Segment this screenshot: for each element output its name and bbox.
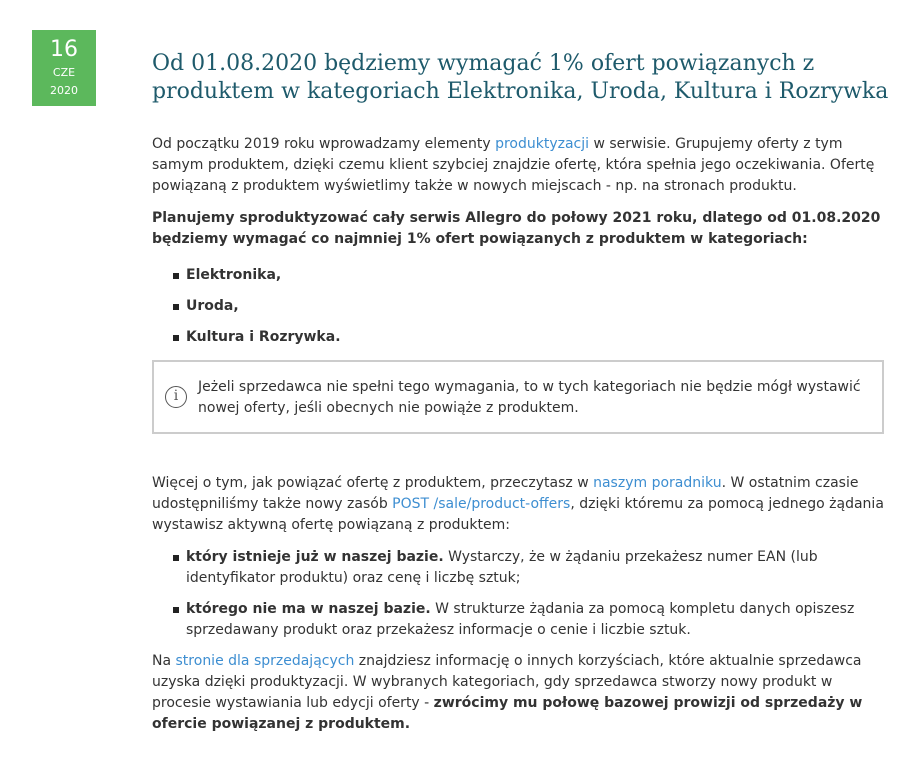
list-item <box>152 547 892 589</box>
more-text-middle: . W ostatnim czasie udostępniliśmy także nowy zasób <box>152 475 859 512</box>
list-item: Uroda, <box>152 296 892 317</box>
intro-text-rest: w serwisie. Grupujemy oferty z tym samym produktem, dzięki czemu klient szybciej znajdzie ofertę, która spełnia jego oczekiwania. Ofertę powiązaną z produktem wyświetlimy także w nowych miejscach - np. na stronach produktu. <box>152 136 875 194</box>
article-body <box>152 134 892 735</box>
more-text-end: , dzięki któremu za pomocą jednego żądania wystawisz aktywną ofertę powiązaną z produktem: <box>152 496 884 533</box>
list-item <box>152 599 892 641</box>
sellers-page-link[interactable]: stronie dla sprzedających <box>175 653 355 669</box>
final-text-middle: znajdziesz informację o innych korzyściach, które aktualnie sprzedawca uzyska dzięki produktyzacji. W wybranych kategoriach, gdy sprzedawca stworzy nowy produkt w procesie wystawiania lub edycji oferty - <box>152 653 862 711</box>
more-text: Więcej o tym, jak powiązać ofertę z produktem, przeczytasz w <box>152 475 594 491</box>
feature-list <box>152 547 892 641</box>
feature-text: Wystarczy, że w żądaniu przekażesz numer EAN (lub identyfikator produktu) oraz cenę i liczbę sztuk; <box>186 549 818 586</box>
category-list <box>152 265 892 348</box>
feature-bold: który istnieje już w naszej bazie. <box>186 549 444 565</box>
final-text: Na <box>152 653 176 669</box>
date-month: CZE <box>52 66 76 79</box>
notice-text: Jeżeli sprzedawca nie spełni tego wymagania, to w tych kategoriach nie będzie mógł wystawić nowej oferty, jeśli obecnych nie powiąże z produktem. <box>198 379 861 416</box>
plan-paragraph: Planujemy sproduktyzować cały serwis Allegro do połowy 2021 roku, dlatego od 01.08.2020 będziemy wymagać co najmniej 1% ofert powiązanych z produktem w kategoriach: <box>152 210 881 247</box>
list-item: Kultura i Rozrywka. <box>152 327 892 348</box>
feature-bold: którego nie ma w naszej bazie. <box>186 601 431 617</box>
intro-paragraph <box>152 134 892 197</box>
feature-text: W strukturze żądania za pomocą kompletu danych opiszesz sprzedawany produkt oraz przekażesz informacje o cenie i liczbie sztuk. <box>186 601 855 638</box>
date-year: 2020 <box>50 84 78 97</box>
more-info-paragraph <box>152 473 892 536</box>
list-item: Elektronika, <box>152 265 892 286</box>
api-resource-link[interactable]: POST /sale/product-offers <box>392 496 571 512</box>
article-title: Od 01.08.2020 będziemy wymagać 1% ofert powiązanych z produktem w kategoriach Elektronika, Uroda, Kultura i Rozrywka <box>152 51 889 104</box>
notice-box <box>152 360 884 434</box>
date-day: 16 <box>50 37 78 62</box>
intro-text: Od początku 2019 roku wprowadzamy elementy <box>152 136 496 152</box>
produktyzacja-link[interactable]: produktyzacji <box>495 136 590 152</box>
date-badge <box>32 30 96 106</box>
info-icon: i <box>165 386 187 408</box>
final-paragraph <box>152 651 892 735</box>
guide-link[interactable]: naszym poradniku <box>593 475 722 491</box>
final-bold-text: zwrócimy mu połowę bazowej prowizji od sprzedaży w ofercie powiązanej z produktem. <box>152 695 863 732</box>
